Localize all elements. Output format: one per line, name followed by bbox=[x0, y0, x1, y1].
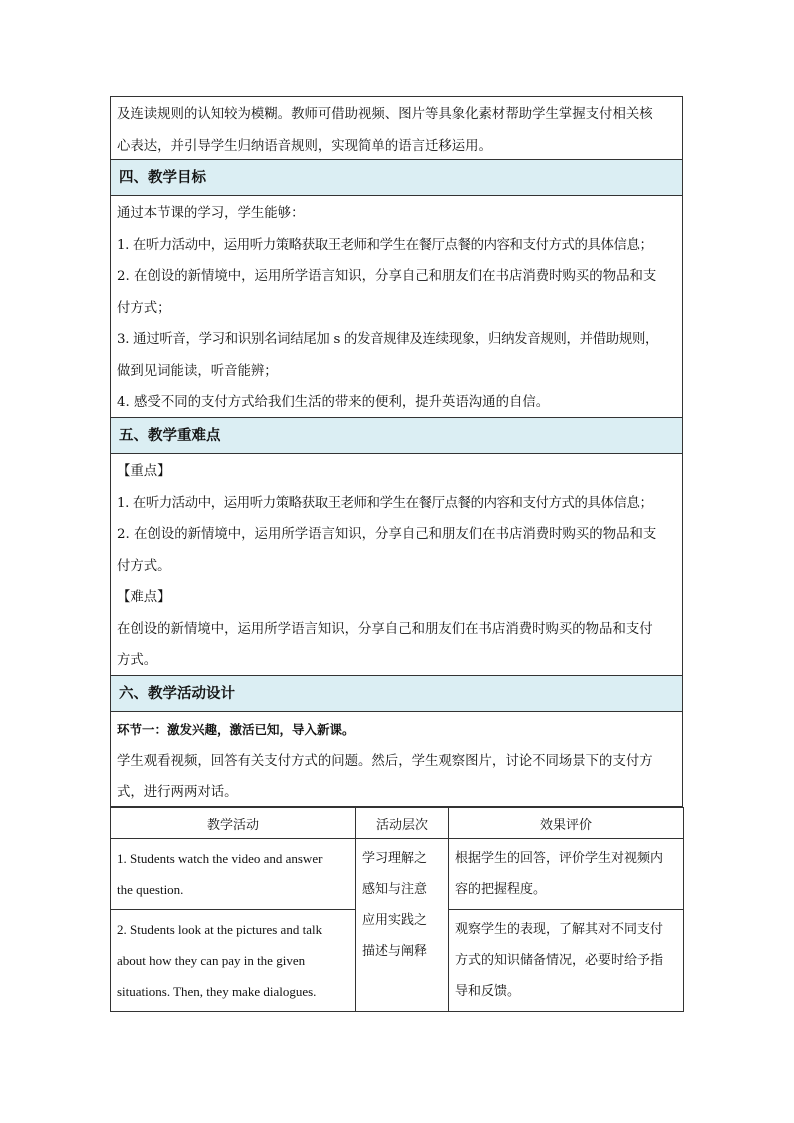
stage-line: 学生观看视频，回答有关支付方式的问题。然后，学生观察图片，讨论不同场景下的支付方 bbox=[117, 753, 653, 769]
section-heading-goals: 四、教学目标 bbox=[110, 160, 683, 196]
stage-title: 环节一：激发兴趣，激活已知，导入新课。 bbox=[117, 722, 355, 737]
activity-line: situations. Then, they make dialogues. bbox=[117, 984, 317, 999]
difficulty-label: 【难点】 bbox=[117, 590, 171, 605]
intro-cell bbox=[110, 96, 683, 160]
key-line: 2. 在创设的新情境中，运用所学语言知识，分享自己和朋友们在书店消费时购买的物品和支 bbox=[117, 527, 657, 542]
key-line: 1. 在听力活动中，运用听力策略获取王老师和学生在餐厅点餐的内容和支付方式的具体信息； bbox=[117, 495, 653, 511]
difficulty-line: 方式。 bbox=[117, 653, 158, 668]
goals-cell bbox=[110, 196, 683, 418]
level-line: 感知与注意 bbox=[362, 882, 428, 897]
section-heading-key-points: 五、教学重难点 bbox=[110, 418, 683, 454]
evaluation-line: 观察学生的表现，了解其对不同支付 bbox=[455, 922, 664, 937]
key-line: 付方式。 bbox=[117, 558, 171, 574]
evaluation-line: 方式的知识储备情况，必要时给予指 bbox=[455, 953, 664, 968]
goals-line: 通过本节课的学习，学生能够： bbox=[117, 206, 305, 221]
activity-line: 1. Students watch the video and answer bbox=[117, 851, 323, 866]
level-line: 应用实践之 bbox=[362, 913, 428, 928]
level-line: 描述与阐释 bbox=[362, 944, 428, 959]
activity-line: 2. Students look at the pictures and talk bbox=[117, 922, 323, 937]
intro-line: 及连读规则的认知较为模糊。教师可借助视频、图片等具象化素材帮助学生掌握支付相关核 bbox=[117, 107, 653, 122]
stage-line: 式，进行两两对话。 bbox=[117, 785, 238, 800]
evaluation-cell bbox=[449, 910, 684, 1012]
header-evaluation: 效果评价 bbox=[449, 808, 684, 839]
key-points-cell bbox=[110, 454, 683, 676]
table-row bbox=[111, 839, 684, 910]
activity-line: the question. bbox=[117, 882, 184, 897]
goals-line: 3. 通过听音，学习和识别名词结尾加 s 的发音规律及连续现象，归纳发音规则，并借助规则， bbox=[117, 332, 659, 347]
activity-table bbox=[110, 807, 684, 1012]
key-label: 【重点】 bbox=[117, 464, 171, 479]
evaluation-line: 导和反馈。 bbox=[455, 984, 521, 999]
level-line: 学习理解之 bbox=[362, 851, 428, 866]
evaluation-line: 根据学生的回答，评价学生对视频内 bbox=[455, 851, 664, 866]
goals-line: 2. 在创设的新情境中，运用所学语言知识，分享自己和朋友们在书店消费时购买的物品和支 bbox=[117, 269, 657, 284]
header-level: 活动层次 bbox=[356, 808, 449, 839]
stage-cell bbox=[110, 712, 683, 807]
table-header-row bbox=[111, 808, 684, 839]
intro-line: 心表达，并引导学生归纳语音规则，实现简单的语言迁移运用。 bbox=[117, 138, 492, 154]
header-activity: 教学活动 bbox=[111, 808, 356, 839]
activity-line: about how they can pay in the given bbox=[117, 953, 306, 968]
evaluation-line: 容的把握程度。 bbox=[455, 882, 547, 897]
activity-cell bbox=[111, 839, 356, 910]
section-heading-activities: 六、教学活动设计 bbox=[110, 676, 683, 712]
goals-line: 做到见词能读，听音能辨； bbox=[117, 363, 278, 379]
goals-line: 4. 感受不同的支付方式给我们生活的带来的便利，提升英语沟通的自信。 bbox=[117, 395, 550, 410]
document-page bbox=[110, 96, 683, 1012]
activity-cell bbox=[111, 910, 356, 1012]
evaluation-cell bbox=[449, 839, 684, 910]
difficulty-line: 在创设的新情境中，运用所学语言知识，分享自己和朋友们在书店消费时购买的物品和支付 bbox=[117, 621, 653, 637]
goals-line: 1. 在听力活动中，运用听力策略获取王老师和学生在餐厅点餐的内容和支付方式的具体信息； bbox=[117, 237, 653, 253]
level-cell bbox=[356, 839, 449, 1012]
goals-line: 付方式； bbox=[117, 300, 171, 316]
